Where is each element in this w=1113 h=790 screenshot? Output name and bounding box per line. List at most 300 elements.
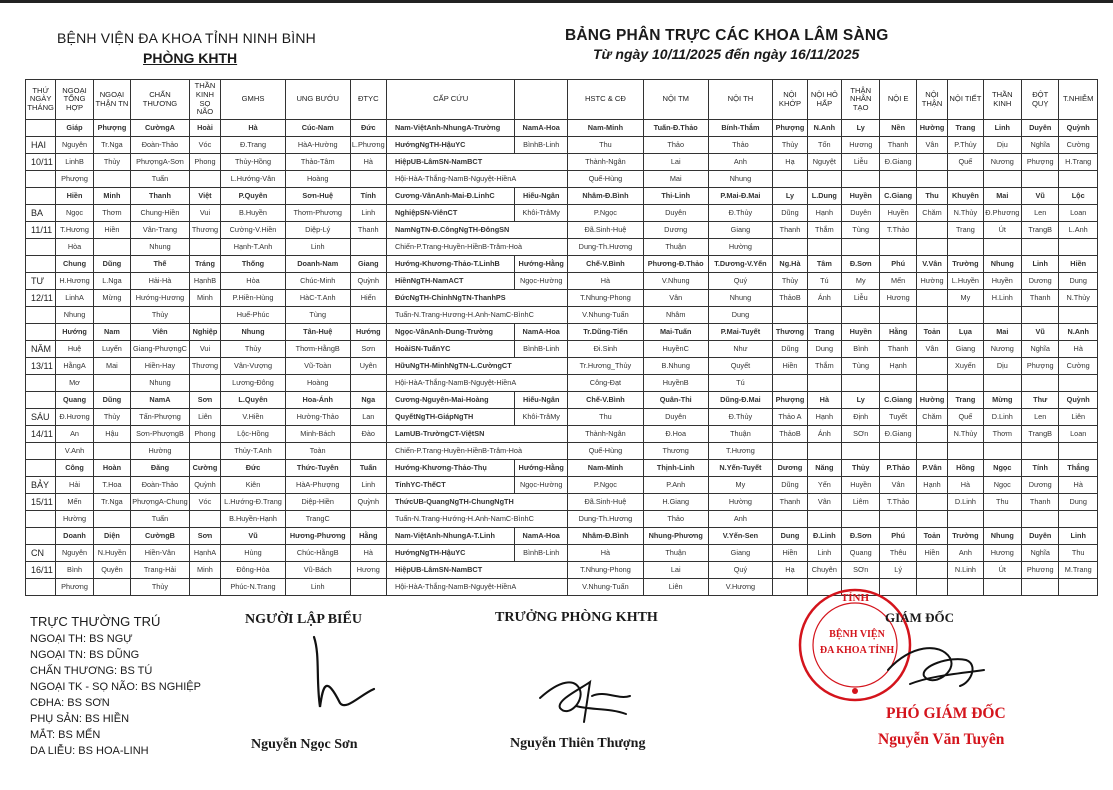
table-cell: Định [842,409,880,426]
table-cell [773,511,807,528]
table-cell [807,443,841,460]
table-cell [1059,239,1098,256]
day-cell [26,460,56,477]
table-cell [948,171,983,188]
table-cell: Trường [948,256,983,273]
table-row [26,341,1098,358]
day-cell [26,256,56,273]
table-cell: Tú [807,273,841,290]
table-cell: Sơn [350,341,386,358]
table-cell: Vũ [1022,324,1059,341]
table-cell: Liên [1059,409,1098,426]
preparer-name: Nguyễn Ngọc Sơn [251,737,358,752]
table-cell [948,443,983,460]
table-cell: Như [708,341,773,358]
table-cell: T.Dương-V.Yến [708,256,773,273]
table-cell: Ánh [807,426,841,443]
day-block [26,460,1098,528]
table-cell: Hiền [93,222,130,239]
table-cell: Duyên [643,205,708,222]
seal-text-hospital: BỆNH VIỆN [829,629,885,640]
table-cell: Doanh-Nam [285,256,350,273]
table-cell: H.Trang [1059,154,1098,171]
table-cell: Hằng [880,324,916,341]
table-cell [807,375,841,392]
table-cell: D.Linh [983,409,1021,426]
table-cell: Trường [948,528,983,545]
seal-text-top: TỈNH [840,592,870,604]
table-cell: N.Huyền [93,545,130,562]
table-cell: BìnhB-Linh [515,545,568,562]
table-cell: Quang [56,392,93,409]
table-cell: Ngọc-Hường [515,477,568,494]
table-cell [916,562,947,579]
table-cell: Lan [350,409,386,426]
table-cell [1059,307,1098,324]
table-cell: Nhung [983,256,1021,273]
table-cell: T.Thảo [880,494,916,511]
table-cell: Anh [708,154,773,171]
column-header: NỘI TH [708,80,773,120]
table-cell: Nguyệt [807,154,841,171]
table-cell: PhượngA-Sơn [131,154,190,171]
table-cell: Vân-Vượng [221,358,286,375]
table-cell [807,511,841,528]
table-cell: Hậu [93,426,130,443]
table-cell: Mến [56,494,93,511]
table-cell: Chung [56,256,93,273]
table-cell: Hạ [773,154,807,171]
table-cell [93,239,130,256]
table-cell: Nhung [983,528,1021,545]
table-row [26,477,1098,494]
table-cell: Khôi-TrâMy [515,205,568,222]
resident-duty-title: TRỰC THƯỜNG TRÚ [30,614,161,629]
table-row [26,409,1098,426]
table-cell [916,511,947,528]
table-cell: Nghiệp [189,324,220,341]
table-cell: Cường [1059,358,1098,375]
table-cell: Hằng [350,528,386,545]
table-cell: Chung-Hiền [131,205,190,222]
table-cell: Tính [350,188,386,205]
table-cell: Chúc-HằngB [285,545,350,562]
table-cell: V.Vân [916,256,947,273]
table-cell: Khuyên [948,188,983,205]
table-cell: Hoàng [285,171,350,188]
table-cell: Dịu [983,358,1021,375]
table-cell: Nam [93,324,130,341]
table-cell: Vân [807,494,841,511]
table-cell: TrangB [1022,426,1059,443]
table-cell: Liên [189,409,220,426]
table-cell: Thủy [842,460,880,477]
table-cell: Tấn-Phượng [131,409,190,426]
table-cell: Liêm [842,494,880,511]
table-cell: My [948,290,983,307]
table-cell: Đ.Thủy [708,205,773,222]
table-cell: Hà [1059,341,1098,358]
table-cell [93,375,130,392]
table-cell: D.Linh [948,494,983,511]
table-cell: Chiến-P.Trang-Huyền-HiềnB-Trâm-Hoà [386,239,567,256]
table-cell: ThảoB [773,426,807,443]
table-cell: Huế-Phúc [221,307,286,324]
day-cell [26,375,56,392]
table-cell: N.Anh [807,120,841,137]
day-label: HAI [26,137,56,154]
table-cell: Lương-Đông [221,375,286,392]
table-row [26,273,1098,290]
table-row [26,307,1098,324]
table-cell: Hướng-Khương-Thảo-Thụ [386,460,514,477]
table-cell: Tr.Dũng-Tiến [568,324,644,341]
table-row [26,358,1098,375]
table-cell: Tân-Huệ [285,324,350,341]
table-cell: Thu [568,137,644,154]
table-cell: Thịnh-Linh [643,460,708,477]
table-cell: Diện [93,528,130,545]
table-cell: Tuấn [131,511,190,528]
table-cell: H.Giang [643,494,708,511]
day-cell [26,579,56,596]
table-cell: Nguyên [56,137,93,154]
table-cell: Sơn [189,392,220,409]
table-cell: Việt [189,188,220,205]
table-cell: Quế [948,154,983,171]
table-cell: Chăm [916,205,947,222]
table-cell [880,511,916,528]
table-cell: P.Quyên [221,188,286,205]
table-cell [983,443,1021,460]
table-cell: B.Nhung [643,358,708,375]
table-cell: P.Mai-Tuyết [708,324,773,341]
table-cell: Vũ-Bách [285,562,350,579]
table-cell: Trang [948,222,983,239]
table-cell: Ly [773,188,807,205]
table-row [26,205,1098,222]
table-row [26,324,1098,341]
table-cell: Minh [189,562,220,579]
table-cell: Hội-HàA-Thắng-NamB-Nguyệt-HiềnA [386,579,567,596]
table-cell: Nghĩa [1022,341,1059,358]
table-cell: Minh [93,188,130,205]
table-cell: Chuyên [807,562,841,579]
table-cell: Nam-ViệtAnh-NhungA-T.Linh [386,528,514,545]
table-cell: Tú [708,375,773,392]
table-cell: Dung-Th.Hương [568,511,644,528]
table-cell: Hà [948,477,983,494]
table-row [26,528,1098,545]
day-cell [26,188,56,205]
table-cell: Đ.Thủy [708,409,773,426]
table-cell: Ng.Hà [773,256,807,273]
table-cell: Hoa-Ánh [285,392,350,409]
table-cell [880,171,916,188]
table-cell: Hà [221,120,286,137]
table-cell: Phương [1022,562,1059,579]
table-cell: Thanh [880,341,916,358]
table-cell: H.Linh [983,290,1021,307]
table-cell [350,171,386,188]
table-cell: Thức-Tuyên [285,460,350,477]
table-cell: Ly [842,392,880,409]
table-cell: Hương [842,137,880,154]
table-cell: Chế-V.Bình [568,392,644,409]
table-row [26,545,1098,562]
table-cell: Uyên [350,358,386,375]
table-cell: Quỳnh [350,273,386,290]
table-cell: Liễu [842,154,880,171]
table-cell: Phong [189,426,220,443]
day-block [26,188,1098,256]
table-cell: Chúc-Minh [285,273,350,290]
table-cell: BìnhB-Linh [515,341,568,358]
table-cell: BìnhB-Linh [515,137,568,154]
table-cell [1022,307,1059,324]
column-header: THẦN KINH [983,80,1021,120]
table-cell: Phượng [1022,358,1059,375]
table-cell: Mai [93,358,130,375]
table-cell: V.Anh [56,443,93,460]
table-cell: Khôi-TrâMy [515,409,568,426]
table-cell: HuyềnB [643,375,708,392]
duty-line: NGOẠI TN: BS DŨNG [30,649,140,661]
table-cell: LamUB-TrườngCT-ViệtSN [386,426,567,443]
table-cell [983,239,1021,256]
table-cell: Vũ [1022,188,1059,205]
table-cell: Hường-Thảo [285,409,350,426]
table-cell [916,290,947,307]
table-cell [1022,579,1059,596]
duty-line: NGOẠI TH: BS NGỰ [30,633,133,645]
table-cell: Dương [1022,477,1059,494]
table-cell: PhượngA-Chung [131,494,190,511]
table-cell: T.Hương [56,222,93,239]
table-cell: Hương [880,290,916,307]
table-cell [1022,239,1059,256]
table-cell: L.Nga [93,273,130,290]
day-date: 16/11 [26,562,56,579]
table-cell: Thanh [350,222,386,239]
table-cell: Nhâm [643,307,708,324]
table-cell: L.Anh [1059,222,1098,239]
table-cell: Toản [916,324,947,341]
table-cell: Hiền [1059,256,1098,273]
table-cell: SƠn [842,562,880,579]
table-cell: Hường [916,273,947,290]
table-cell: Nhung [56,307,93,324]
table-cell: Hạ [773,562,807,579]
table-cell: Hòa [221,273,286,290]
deputy-director-title: PHÓ GIÁM ĐỐC [886,705,1006,722]
table-cell: Toản [916,528,947,545]
table-cell: Linh [350,477,386,494]
table-cell: Quyên [93,562,130,579]
table-cell: N.Yến-Tuyết [708,460,773,477]
table-cell: Hà [568,545,644,562]
table-cell: Len [1022,409,1059,426]
table-cell: Quế-Hùng [568,171,644,188]
table-cell: Hiền [773,545,807,562]
table-cell: Thủy [773,137,807,154]
table-cell: Thơm-HằngB [285,341,350,358]
table-cell: Diệp-Lý [285,222,350,239]
table-cell: Hường [916,120,947,137]
table-cell: Thương [189,358,220,375]
column-header: NGOẠI TỔNG HỢP [56,80,93,120]
table-row [26,443,1098,460]
table-cell [983,579,1021,596]
table-cell: Linh [285,239,350,256]
table-cell [189,171,220,188]
table-cell [948,307,983,324]
table-cell: N.Thủy [948,205,983,222]
table-cell: Đăng [131,460,190,477]
table-cell: Hiền [916,545,947,562]
table-cell: Quang [842,545,880,562]
table-cell: Đông-Hòa [221,562,286,579]
table-cell: Linh [1059,528,1098,545]
table-cell: Tâm [807,256,841,273]
table-cell: HạnhB [189,273,220,290]
table-cell: Nguyên [56,545,93,562]
table-cell [916,375,947,392]
table-cell: Trang-Hải [131,562,190,579]
table-cell [983,511,1021,528]
table-cell [983,171,1021,188]
duty-schedule-table [25,79,1098,596]
table-cell: Ngọc-Hường [515,273,568,290]
table-cell: V.Hương [708,579,773,596]
table-cell: Nương [983,341,1021,358]
table-cell: Duyên [1022,120,1059,137]
table-cell: Huyền [880,205,916,222]
table-cell: Vóc [189,494,220,511]
table-cell: Nhung [708,171,773,188]
table-cell: Đ.Giang [880,154,916,171]
table-cell: Linh [807,545,841,562]
table-cell: Đi.Sinh [568,341,644,358]
table-cell: Lộc-Hồng [221,426,286,443]
table-cell: Năng [807,460,841,477]
table-cell: C.Giang [880,392,916,409]
table-cell: Hạnh [807,205,841,222]
table-cell: P.Vân [916,460,947,477]
table-cell: Hà [1059,477,1098,494]
table-cell: Loan [1059,205,1098,222]
table-cell: Ngọc-VânAnh-Dung-Trường [386,324,514,341]
table-cell: Dương [773,460,807,477]
table-cell [189,511,220,528]
table-cell: Tùng [842,222,880,239]
preparer-signature [300,625,380,715]
deputy-director-name: Nguyễn Văn Tuyên [878,731,1005,748]
table-cell: Hà [807,392,841,409]
table-cell [916,307,947,324]
column-header: NỘI THẬN [916,80,947,120]
hospital-name: BỆNH VIỆN ĐA KHOA TỈNH NINH BÌNH [57,30,316,46]
table-cell: Hoàn [93,460,130,477]
table-cell: Vân [916,137,947,154]
table-cell: Mừng [93,290,130,307]
table-cell: NamA-Hoa [515,528,568,545]
table-cell: Thủy [221,341,286,358]
day-cell [26,392,56,409]
table-cell: HạnhA [189,545,220,562]
table-cell: Đã.Sinh-Huệ [568,222,644,239]
table-cell: Vân-Trang [131,222,190,239]
table-cell: Phong [189,154,220,171]
table-cell: Đoàn-Thảo [131,137,190,154]
duty-line: MẮT: BS MẾN [30,729,101,741]
table-cell: Nghĩa [1022,545,1059,562]
table-cell: Thảo [708,137,773,154]
table-row [26,188,1098,205]
table-cell: Hường [916,392,947,409]
table-cell: NamA-Hoa [515,120,568,137]
table-cell: LinhB [56,154,93,171]
table-cell: Hường [708,494,773,511]
table-cell: HàA-Hường [285,137,350,154]
table-cell: Thêu [880,545,916,562]
table-cell: HoàiSN-TuấnYC [386,341,514,358]
table-cell: Vóc [189,137,220,154]
table-cell: Thương [643,443,708,460]
table-cell [1022,171,1059,188]
director-label: GIÁM ĐỐC [885,610,954,625]
table-cell: Mến [880,273,916,290]
table-row [26,579,1098,596]
table-cell: Giang [708,222,773,239]
table-cell: Cường-V.Hiền [221,222,286,239]
table-cell: Hoàng [285,375,350,392]
table-cell [350,307,386,324]
table-cell: Linh [350,205,386,222]
table-cell: Thanh [131,188,190,205]
table-cell: Tuấn [131,171,190,188]
table-cell: Ly [842,120,880,137]
table-cell: Quý [708,273,773,290]
table-cell: Hà [568,273,644,290]
table-cell [773,375,807,392]
table-cell [916,443,947,460]
table-cell: Phương-Đ.Thảo [643,256,708,273]
day-label: TƯ [26,273,56,290]
head-signature [530,660,640,730]
table-cell: Dung [708,307,773,324]
table-cell: Cương-VânAnh-Mai-Đ.LinhC [386,188,514,205]
day-date: 10/11 [26,154,56,171]
table-cell: Thương [189,222,220,239]
day-block [26,392,1098,460]
table-cell: P.Anh [643,477,708,494]
table-cell: Huyền [983,273,1021,290]
table-cell: Sơn-Huệ [285,188,350,205]
table-cell [350,375,386,392]
director-signature [880,630,990,700]
table-cell: Thi-Linh [643,188,708,205]
table-cell: Thanh [1022,494,1059,511]
table-cell: Hương [350,562,386,579]
day-date: 12/11 [26,290,56,307]
table-cell: Hướng [350,324,386,341]
table-cell: Liên [643,579,708,596]
table-cell: Mai [983,188,1021,205]
table-cell [842,375,880,392]
day-date: 15/11 [26,494,56,511]
table-cell: Hà [350,545,386,562]
